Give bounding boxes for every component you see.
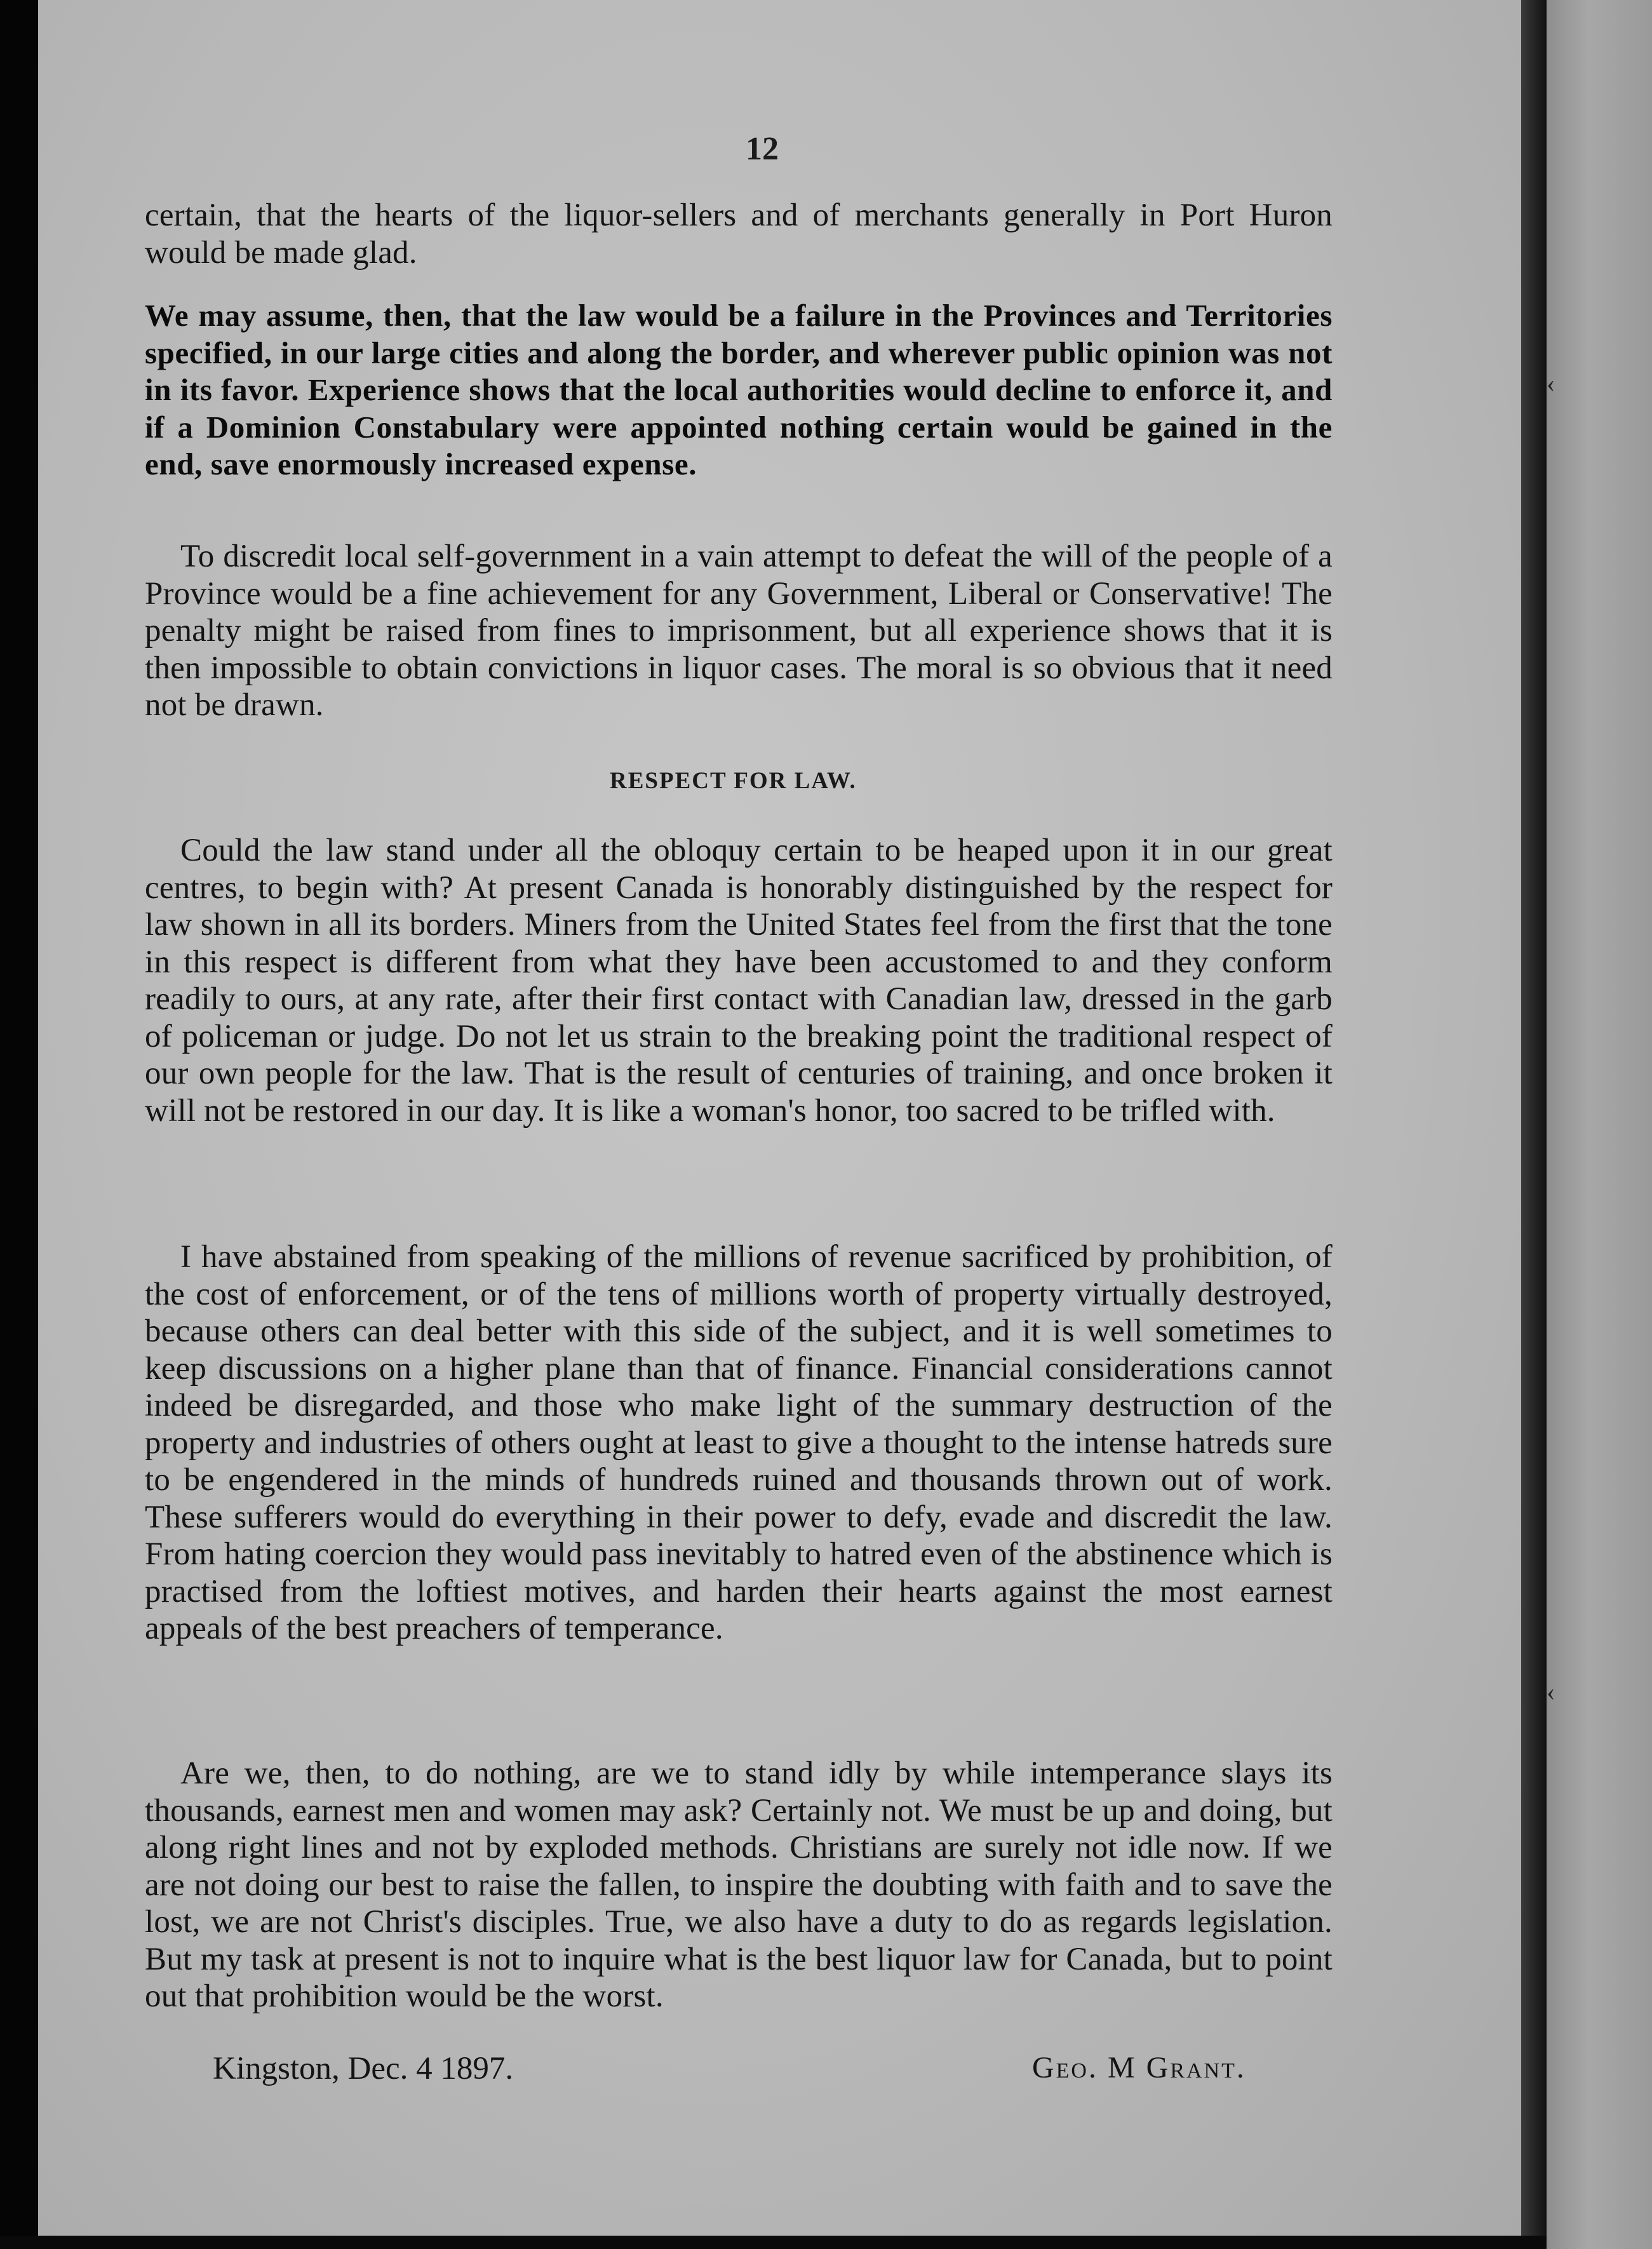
adjacent-page-edge xyxy=(1547,0,1652,2249)
author-signature: Geo. M Grant. xyxy=(1032,2051,1246,2085)
paragraph-respect-for-law: Could the law stand under all the obloquy certain to be heaped upon it in our great centres, to begin with? At present Canada is honorably distinguished by the respect for law shown in all its borders. Miners from the United States feel from the first that the tone in this respect is different from what they have been accustomed to and they conform readily to ours, at any rate, after their first contact with Canadian law, dressed in the garb of policeman or judge. Do not let us strain to the breaking point the traditional respect of our own people for the law. That is the result of centuries of training, and once broken it will not be restored in our day. It is like a woman's honor, too sacred to be trifled with. xyxy=(145,833,1333,1129)
page-fold-shadow xyxy=(1521,0,1547,2249)
paragraph-bold-conclusion: We may assume, then, that the law would be a failure in the Provinces and Territories specified, in our large cities and along the border, and wherever public opinion was not in its favor. Experience shows that the local authorities would decline to enforce it, and if a Dominion Constabulary were appointed nothing certain would be gained in the end, save enormously increased expense. xyxy=(145,298,1333,481)
paragraph-continuation: certain, that the hearts of the liquor-sellers and of merchants generally in Port Huron would be made glad. xyxy=(145,198,1333,271)
paragraph-local-self-government: To discredit local self-government in a vain attempt to defeat the will of the people of a Province would be a fine achievement for any Government, Liberal or Conservative! The penalty might be raised from fines to imprisonment, but all experience shows that it is then impossible to obtain convictions in liquor cases. The moral is so obvious that it need not be drawn. xyxy=(145,539,1333,723)
margin-mark: ‹ xyxy=(1547,369,1555,398)
scan-edge-bottom xyxy=(0,2236,1547,2249)
section-heading: RESPECT FOR LAW. xyxy=(610,768,857,794)
paragraph-conclusion: Are we, then, to do nothing, are we to stand idly by while intemperance slays its thousands, earnest men and women may ask? Certainly not. We must be up and doing, but along right lines and not by exploded methods. Christians are surely not idle now. If we are not doing our best to raise the fallen, to inspire the doubting with faith and to save the lost, we are not Christ's disciples. True, we also have a duty to do as regards legislation. But my task at present is not to inquire what is the best liquor law for Canada, but to point out that prohibition would be the worst. xyxy=(145,1756,1333,2014)
paragraph-revenue: I have abstained from speaking of the millions of revenue sacrificed by prohibition, of the cost of enforcement, or of the tens of millions worth of property virtually destroyed, because others can deal better with this side of the subject, and it is well sometimes to keep discussions on a higher plane than that of finance. Financial considerations cannot indeed be disregarded, and those who make light of the summary destruction of the property and industries of others ought at least to give a thought to the intense hatreds sure to be engendered in the minds of hundreds ruined and thousands thrown out of work. These sufferers would do everything in their power to defy, evade and discredit the law. From hating coercion they would pass inevitably to hatred even of the abstinence which is practised from the loftiest motives, and harden their hearts against the most earnest appeals of the best preachers of temperance. xyxy=(145,1239,1333,1646)
page-number: 12 xyxy=(746,131,779,167)
margin-mark: ‹ xyxy=(1547,1677,1555,1706)
place-date: Kingston, Dec. 4 1897. xyxy=(213,2051,514,2086)
scan-edge-left xyxy=(0,0,38,2249)
